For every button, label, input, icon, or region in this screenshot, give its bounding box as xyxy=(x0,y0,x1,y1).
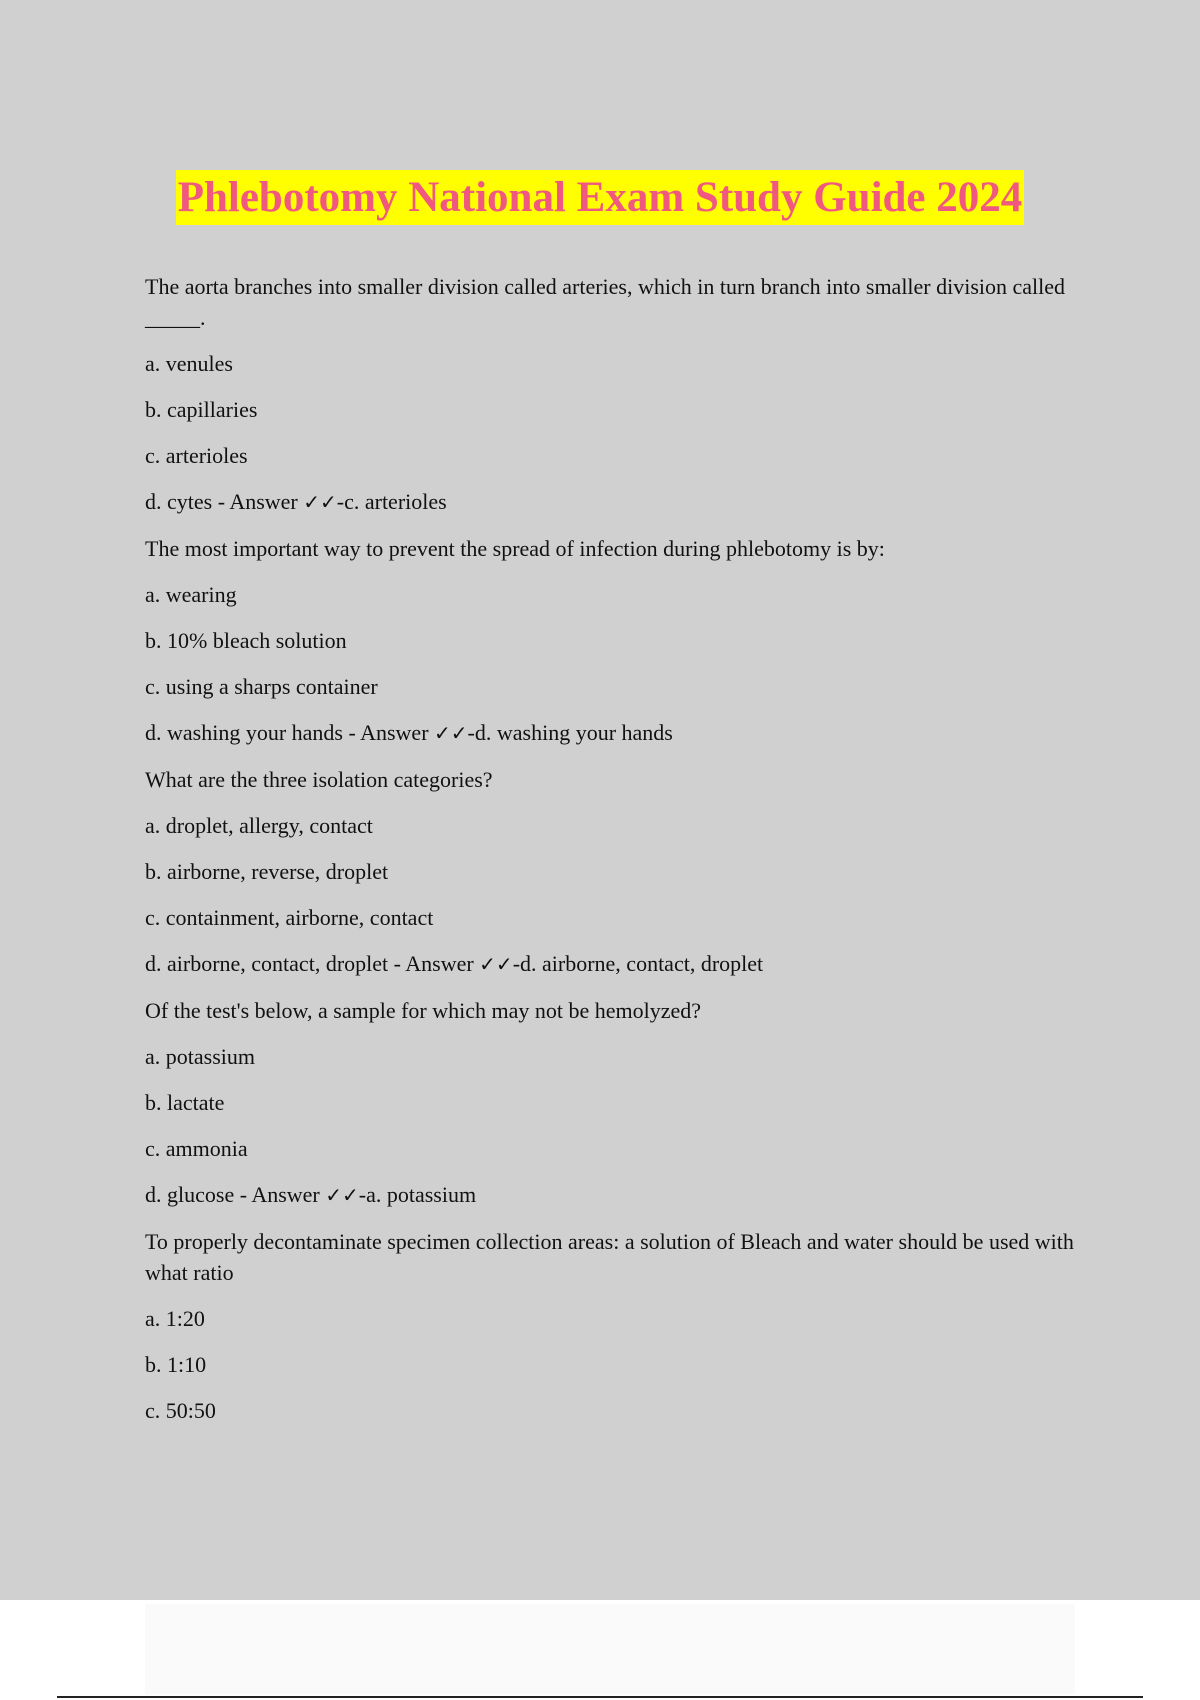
option-a: a. droplet, allergy, contact xyxy=(145,813,373,838)
option-a: a. wearing xyxy=(145,582,237,607)
option-a: a. potassium xyxy=(145,1044,255,1069)
option-a: a. venules xyxy=(145,351,233,376)
question-text: The aorta branches into smaller division called arteries, which in turn branch into smaller division called _____. xyxy=(145,274,1066,330)
option-d-with-answer xyxy=(145,486,1085,518)
option-d-with-answer xyxy=(145,1179,1085,1211)
option-d-with-answer xyxy=(145,948,1085,980)
option-b: b. 10% bleach solution xyxy=(145,628,347,653)
checkmark-icon: ✓✓ xyxy=(325,1183,359,1207)
option-c: c. containment, airborne, contact xyxy=(145,905,434,930)
document-body xyxy=(145,271,1085,1441)
option-d-with-answer xyxy=(145,717,1085,749)
option-c: c. using a sharps container xyxy=(145,674,378,699)
answer-text: -d. airborne, contact, droplet xyxy=(512,951,764,976)
answer-text: -d. washing your hands xyxy=(467,720,673,745)
question-text: To properly decontaminate specimen collection areas: a solution of Bleach and water should be used with what ratio xyxy=(145,1229,1074,1285)
option-b: b. airborne, reverse, droplet xyxy=(145,859,389,884)
option-c: c. 50:50 xyxy=(145,1398,216,1423)
question-text: The most important way to prevent the spread of infection during phlebotomy is by: xyxy=(145,536,885,561)
checkmark-icon: ✓✓ xyxy=(434,721,468,745)
question-text: What are the three isolation categories? xyxy=(145,767,493,792)
option-d: d. airborne, contact, droplet - Answer xyxy=(145,951,480,976)
option-c: c. ammonia xyxy=(145,1136,248,1161)
option-d: d. glucose - Answer xyxy=(145,1182,326,1207)
title-container xyxy=(0,170,1200,225)
answer-text: -a. potassium xyxy=(358,1182,477,1207)
page-bottom-panel xyxy=(145,1604,1075,1694)
option-d: d. cytes - Answer xyxy=(145,489,304,514)
option-b: b. capillaries xyxy=(145,397,258,422)
option-b: b. 1:10 xyxy=(145,1352,207,1377)
option-b: b. lactate xyxy=(145,1090,225,1115)
checkmark-icon: ✓✓ xyxy=(303,490,337,514)
option-c: c. arterioles xyxy=(145,443,248,468)
option-a: a. 1:20 xyxy=(145,1306,205,1331)
checkmark-icon: ✓✓ xyxy=(479,952,513,976)
answer-text: -c. arterioles xyxy=(336,489,447,514)
option-d: d. washing your hands - Answer xyxy=(145,720,435,745)
footer-divider xyxy=(57,1696,1143,1698)
document-title: Phlebotomy National Exam Study Guide 2024 xyxy=(176,170,1025,225)
question-text: Of the test's below, a sample for which may not be hemolyzed? xyxy=(145,998,702,1023)
